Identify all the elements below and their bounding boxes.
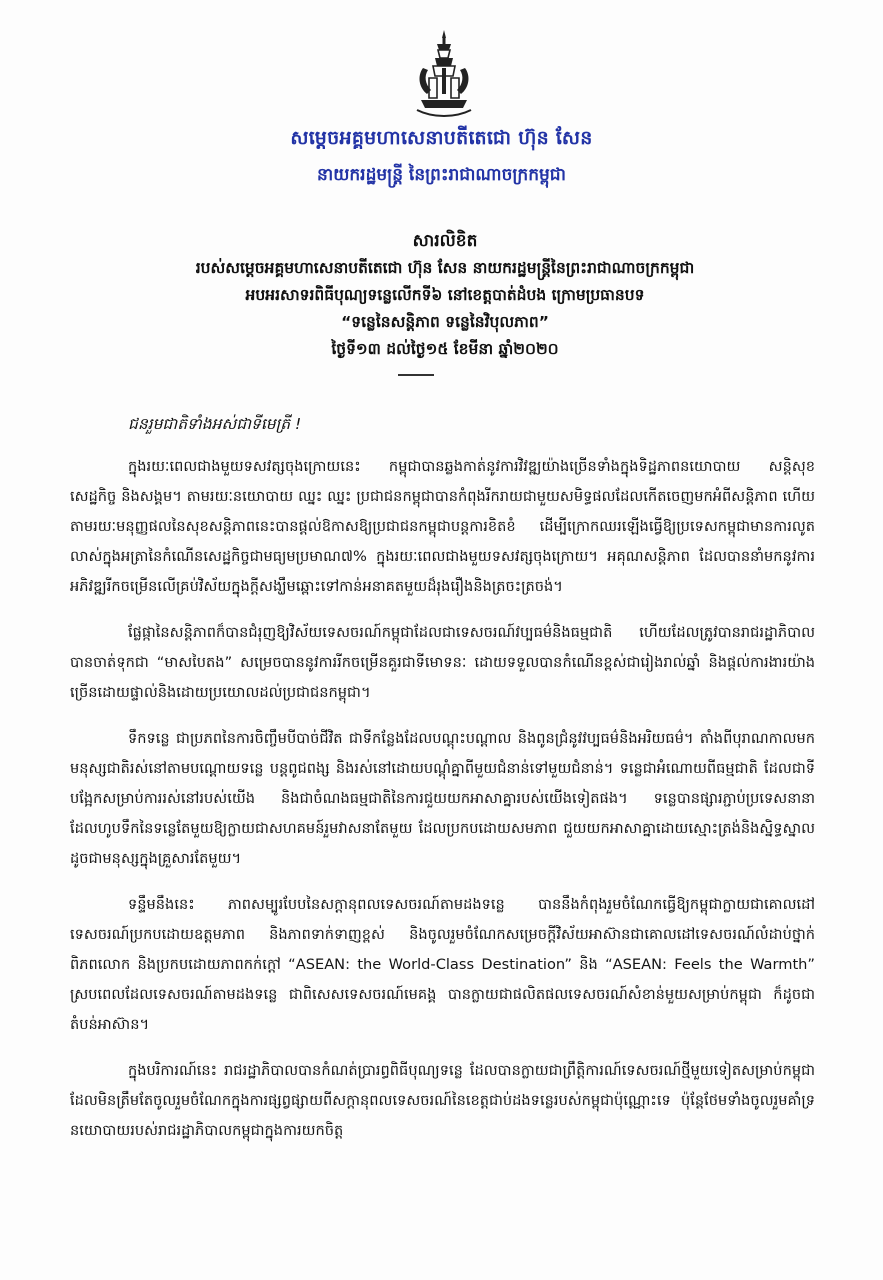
paragraph: ផ្លែផ្កានៃសន្តិភាពក៏បានជំរុញឱ្យវិស័យទេសចរណ៍កម្ពុជាដែលជាទេសចរណ៍វប្បធម៌និងធម្មជាតិ ហើយដែលត្រូវបានរាជរដ្ឋាភិបាលបានចាត់ទុកជា “មាសបៃតង” សម្រេចបាននូវការរីកចម្រើនគួរជាទីមោទនៈ ដោយទទួលបានកំណើនខ្ពស់ជារៀងរាល់ឆ្នាំ និងផ្ដល់ការងារយ៉ាងច្រើនដោយផ្ទាល់និងដោយប្រយោលដល់ប្រជាជនកម្ពុជា។ (70, 624, 815, 701)
paragraph: ក្នុងបរិការណ៍នេះ រាជរដ្ឋាភិបាលបានកំណត់ប្រារព្ធពិធីបុណ្យទន្លេ ដែលបានក្លាយជាព្រឹត្តិការណ៍ទេសចរណ៍ថ្មីមួយទៀតសម្រាប់កម្ពុជា ដែលមិនត្រឹមតែចូលរួមចំណែកក្នុងការផ្សព្វផ្សាយពីសក្ដានុពលទេសចរណ៍នៃខេត្តជាប់ដងទន្លេរបស់កម្ពុជាប៉ុណ្ណោះទេ ប៉ុន្តែថែមទាំងចូលរួមគាំទ្រនយោបាយរបស់រាជរដ្ឋាភិបាលកម្ពុជាក្នុងការយកចិត្ត (70, 1062, 815, 1139)
letter-body (70, 452, 815, 1162)
paragraph: ទន្ទឹមនឹងនេះ ភាពសម្បូរបែបនៃសក្ដានុពលទេសចរណ៍តាមដងទន្លេ បាននឹងកំពុងរួមចំណែកធ្វើឱ្យកម្ពុជាក្លាយជាគោលដៅទេសចរណ៍ប្រកបដោយឧត្តមភាព និងភាពទាក់ទាញខ្ពស់ និងចូលរួមចំណែកសម្រេចក្ដីវិស័យអាស៊ានជាគោលដៅទេសចរណ៍លំដាប់ថ្នាក់ពិភពលោក និងប្រកបដោយភាពកក់ក្ដៅ “ASEAN: the World-Class Destination” និង “ASEAN: Feels the Warmth” ស្របពេលដែលទេសចរណ៍តាមដងទន្លេ ជាពិសេសទេសចរណ៍មេគង្គ បានក្លាយជាផលិតផលទេសចរណ៍សំខាន់មួយសម្រាប់កម្ពុជា ក៏ដូចជាតំបន់អាស៊ាន។ (70, 896, 815, 1033)
title-line-2: របស់សម្ដេចអគ្គមហាសេនាបតីតេជោ ហ៊ុន សែន នាយករដ្ឋមន្ត្រីនៃព្រះរាជាណាចក្រកម្ពុជា (195, 259, 695, 277)
title-line-3: អបអរសាទរពិធីបុណ្យទន្លេលើកទី៦ នៅខេត្តបាត់ដំបង ក្រោមប្រធានបទ (245, 286, 645, 304)
title-line-4: “ទន្លេនៃសន្តិភាព ទន្លេនៃវិបុលភាព” (341, 313, 549, 331)
paragraph: ទឹកទន្លេ ជាប្រភពនៃការចិញ្ចឹមបីបាច់ជីវិត ជាទីកន្លែងដែលបណ្ដុះបណ្ដាល និងពូនជ្រំនូវវប្បធម៌និងអរិយធម៌។ តាំងពីបុរាណកាលមក មនុស្សជាតិរស់នៅតាមបណ្ដោយទន្លេ បន្តពូជពង្ស និងរស់នៅដោយបណ្ដុំគ្នាពីមួយជំនាន់ទៅមួយជំនាន់។ ទន្លេជាអំណោយពីធម្មជាតិ ដែលជាទីបង្អែកសម្រាប់ការរស់នៅរបស់យើង និងជាចំណងធម្មជាតិនៃការជួយយកអាសាគ្នារបស់យើងទៀតផង។ ទន្លេបានផ្សារភ្ជាប់ប្រទេសនានា ដែលហូបទឹកនៃទន្លេតែមួយឱ្យក្លាយជាសហគមន៍រួមវាសនាតែមួយ ដែលប្រកបដោយសមភាព ជួយយកអាសាគ្នាដោយស្មោះត្រង់និងស្និទ្ធស្នាលដូចជាមនុស្សក្នុងគ្រួសារតែមួយ។ (70, 730, 815, 867)
title-separator (398, 374, 434, 376)
royal-emblem-icon (413, 28, 475, 120)
greeting: ជនរួមជាតិទាំងអស់ជាទីមេត្រី ! (128, 415, 302, 433)
document-title (60, 228, 830, 363)
paragraph: ក្នុងរយៈពេលជាងមួយទសវត្សចុងក្រោយនេះ កម្ពុជាបានឆ្លងកាត់នូវការវិវឌ្ឍយ៉ាងច្រើនទាំងក្នុងទិដ្ឋភាពនយោបាយ សន្តិសុខ សេដ្ឋកិច្ច និងសង្គម។ តាមរយៈនយោបាយ ឈ្នះ ឈ្នះ ប្រជាជនកម្ពុជាបានកំពុងរីករាយជាមួយសមិទ្ធផលដែលកើតចេញមកអំពីសន្តិភាព ហើយតាមរយៈមនុញ្ញផលនៃសុខសន្តិភាពនេះបានផ្ដល់ឱកាសឱ្យប្រជាជនកម្ពុជាបន្តការខិតខំ ដើម្បីក្រោកឈរឡើងធ្វើឱ្យប្រទេសកម្ពុជាមានការលូតលាស់ក្នុងអត្រានៃកំណើនសេដ្ឋកិច្ចជាមធ្យមប្រមាណ៧% ក្នុងរយៈពេលជាងមួយទសវត្សចុងក្រោយ។ អគុណសន្តិភាព ដែលបាននាំមកនូវការអភិវឌ្ឍរីកចម្រើនលើគ្រប់វិស័យក្នុងក្ដីសង្ឃឹមឆ្ពោះទៅកាន់អនាគតមួយដ៏រុងរឿងនិងត្រចះត្រចង់។ (70, 458, 815, 595)
header-title: នាយករដ្ឋមន្ត្រី នៃព្រះរាជាណាចក្រកម្ពុជា (317, 165, 566, 185)
title-line-5: ថ្ងៃទី១៣ ដល់ថ្ងៃ១៥ ខែមីនា ឆ្នាំ២០២០ (331, 340, 559, 358)
title-line-1: សារលិខិត (412, 231, 478, 251)
header-name: សម្ដេចអគ្គមហាសេនាបតីតេជោ ហ៊ុន សែន (290, 127, 593, 149)
